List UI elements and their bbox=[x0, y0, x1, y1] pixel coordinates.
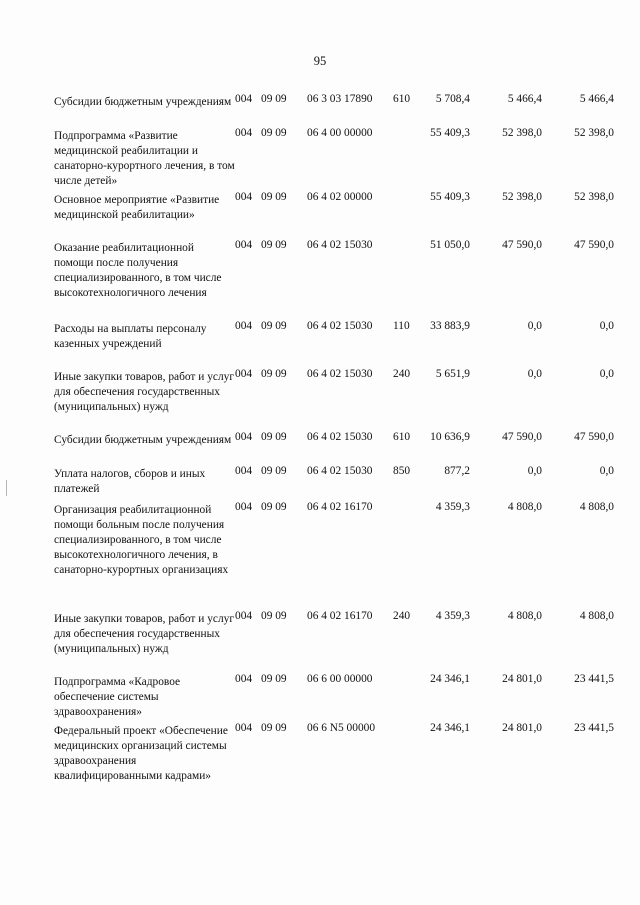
value-year-3: 0,0 bbox=[599, 465, 614, 477]
section-code: 09 09 bbox=[261, 368, 287, 380]
target-code: 06 4 02 16170 bbox=[307, 610, 373, 622]
ministry-code: 004 bbox=[235, 191, 253, 203]
value-year-1: 877,2 bbox=[444, 465, 470, 477]
row-codes bbox=[235, 430, 417, 445]
value-year-1: 24 346,1 bbox=[430, 722, 470, 734]
ministry-code: 004 bbox=[235, 722, 253, 734]
value-year-2: 52 398,0 bbox=[502, 127, 542, 139]
row-codes bbox=[235, 92, 417, 107]
value-year-1: 4 359,3 bbox=[435, 610, 470, 622]
ministry-code: 004 bbox=[235, 93, 253, 105]
value-year-2: 5 466,4 bbox=[507, 93, 542, 105]
value-year-2: 24 801,0 bbox=[502, 722, 542, 734]
ministry-code: 004 bbox=[235, 465, 253, 477]
value-year-1: 55 409,3 bbox=[430, 127, 470, 139]
row-codes bbox=[235, 609, 417, 624]
section-code: 09 09 bbox=[261, 501, 287, 513]
section-code: 09 09 bbox=[261, 431, 287, 443]
ministry-code: 004 bbox=[235, 239, 253, 251]
ministry-code: 004 bbox=[235, 368, 253, 380]
target-code: 06 4 02 15030 bbox=[307, 431, 373, 443]
ministry-code: 004 bbox=[235, 431, 253, 443]
row-name: Федеральный проект «Обеспечение медицинских организаций системы здравоохранения квалифицированными кадрами» bbox=[54, 725, 228, 782]
target-code: 06 3 03 17890 bbox=[307, 93, 373, 105]
section-code: 09 09 bbox=[261, 320, 287, 332]
section-code: 09 09 bbox=[261, 610, 287, 622]
expense-code: 610 bbox=[393, 93, 411, 105]
target-code: 06 4 00 00000 bbox=[307, 127, 373, 139]
value-year-3: 23 441,5 bbox=[574, 673, 614, 685]
scan-artifact bbox=[6, 480, 7, 496]
value-year-3: 4 808,0 bbox=[579, 610, 614, 622]
row-name: Иные закупки товаров, работ и услуг для обеспечения государственных (муниципальных) нужд bbox=[54, 371, 235, 413]
target-code: 06 6 00 00000 bbox=[307, 673, 373, 685]
ministry-code: 004 bbox=[235, 501, 253, 513]
target-code: 06 4 02 15030 bbox=[307, 320, 373, 332]
row-name: Субсидии бюджетным учреждениям bbox=[54, 96, 232, 108]
value-year-3: 23 441,5 bbox=[574, 722, 614, 734]
value-year-1: 24 346,1 bbox=[430, 673, 470, 685]
value-year-1: 10 636,9 bbox=[430, 431, 470, 443]
value-year-1: 5 651,9 bbox=[435, 368, 470, 380]
expense-code: 240 bbox=[393, 368, 411, 380]
value-year-2: 52 398,0 bbox=[502, 191, 542, 203]
value-year-1: 55 409,3 bbox=[430, 191, 470, 203]
ministry-code: 004 bbox=[235, 320, 253, 332]
section-code: 09 09 bbox=[261, 465, 287, 477]
target-code: 06 4 02 16170 bbox=[307, 501, 373, 513]
expense-code: 610 bbox=[393, 431, 411, 443]
row-name: Организация реабилитационной помощи больным после получения специализированного, в том числе высокотехнологичного лечения, в санаторно-курортных организациях bbox=[54, 504, 229, 576]
value-year-2: 47 590,0 bbox=[502, 239, 542, 251]
section-code: 09 09 bbox=[261, 722, 287, 734]
expense-code: 240 bbox=[393, 610, 411, 622]
section-code: 09 09 bbox=[261, 127, 287, 139]
target-code: 06 4 02 00000 bbox=[307, 191, 373, 203]
row-name: Подпрограмма «Кадровое обеспечение системы здравоохранения» bbox=[54, 676, 181, 718]
value-year-3: 47 590,0 bbox=[574, 239, 614, 251]
row-codes bbox=[235, 464, 417, 479]
row-name: Подпрограмма «Развитие медицинской реабилитации и санаторно-курортного лечения, в том числе детей» bbox=[54, 130, 235, 187]
value-year-2: 0,0 bbox=[527, 320, 542, 332]
target-code: 06 4 02 15030 bbox=[307, 239, 373, 251]
row-name: Оказание реабилитационной помощи после получения специализированного, в том числе высокотехнологичного лечения bbox=[54, 242, 222, 299]
page-number: 95 bbox=[313, 54, 327, 68]
row-name: Субсидии бюджетным учреждениям bbox=[54, 434, 232, 446]
ministry-code: 004 bbox=[235, 127, 253, 139]
row-name: Уплата налогов, сборов и иных платежей bbox=[54, 468, 206, 495]
value-year-2: 47 590,0 bbox=[502, 431, 542, 443]
value-year-2: 4 808,0 bbox=[507, 501, 542, 513]
value-year-3: 52 398,0 bbox=[574, 191, 614, 203]
target-code: 06 6 N5 00000 bbox=[307, 722, 376, 734]
value-year-2: 4 808,0 bbox=[507, 610, 542, 622]
value-year-2: 0,0 bbox=[527, 465, 542, 477]
value-year-3: 4 808,0 bbox=[579, 501, 614, 513]
value-year-3: 0,0 bbox=[599, 320, 614, 332]
row-codes bbox=[235, 500, 417, 515]
ministry-code: 004 bbox=[235, 673, 253, 685]
value-year-2: 24 801,0 bbox=[502, 673, 542, 685]
ministry-code: 004 bbox=[235, 610, 253, 622]
value-year-1: 51 050,0 bbox=[430, 239, 470, 251]
row-codes bbox=[235, 126, 417, 141]
section-code: 09 09 bbox=[261, 191, 287, 203]
value-year-1: 4 359,3 bbox=[435, 501, 470, 513]
row-codes bbox=[235, 190, 417, 205]
value-year-3: 52 398,0 bbox=[574, 127, 614, 139]
row-codes bbox=[235, 721, 417, 736]
value-year-3: 0,0 bbox=[599, 368, 614, 380]
value-year-3: 5 466,4 bbox=[579, 93, 614, 105]
value-year-3: 47 590,0 bbox=[574, 431, 614, 443]
row-name: Расходы на выплаты персоналу казенных учреждений bbox=[54, 323, 207, 350]
section-code: 09 09 bbox=[261, 673, 287, 685]
row-codes bbox=[235, 367, 417, 382]
expense-code: 850 bbox=[393, 465, 411, 477]
row-name: Иные закупки товаров, работ и услуг для обеспечения государственных (муниципальных) нужд bbox=[54, 613, 235, 655]
row-codes bbox=[235, 672, 417, 687]
row-codes bbox=[235, 319, 417, 334]
section-code: 09 09 bbox=[261, 93, 287, 105]
value-year-2: 0,0 bbox=[527, 368, 542, 380]
section-code: 09 09 bbox=[261, 239, 287, 251]
target-code: 06 4 02 15030 bbox=[307, 368, 373, 380]
row-name: Основное мероприятие «Развитие медицинской реабилитации» bbox=[54, 194, 220, 221]
target-code: 06 4 02 15030 bbox=[307, 465, 373, 477]
expense-code: 110 bbox=[393, 320, 410, 332]
value-year-1: 33 883,9 bbox=[430, 320, 470, 332]
value-year-1: 5 708,4 bbox=[435, 93, 470, 105]
row-codes bbox=[235, 238, 417, 253]
